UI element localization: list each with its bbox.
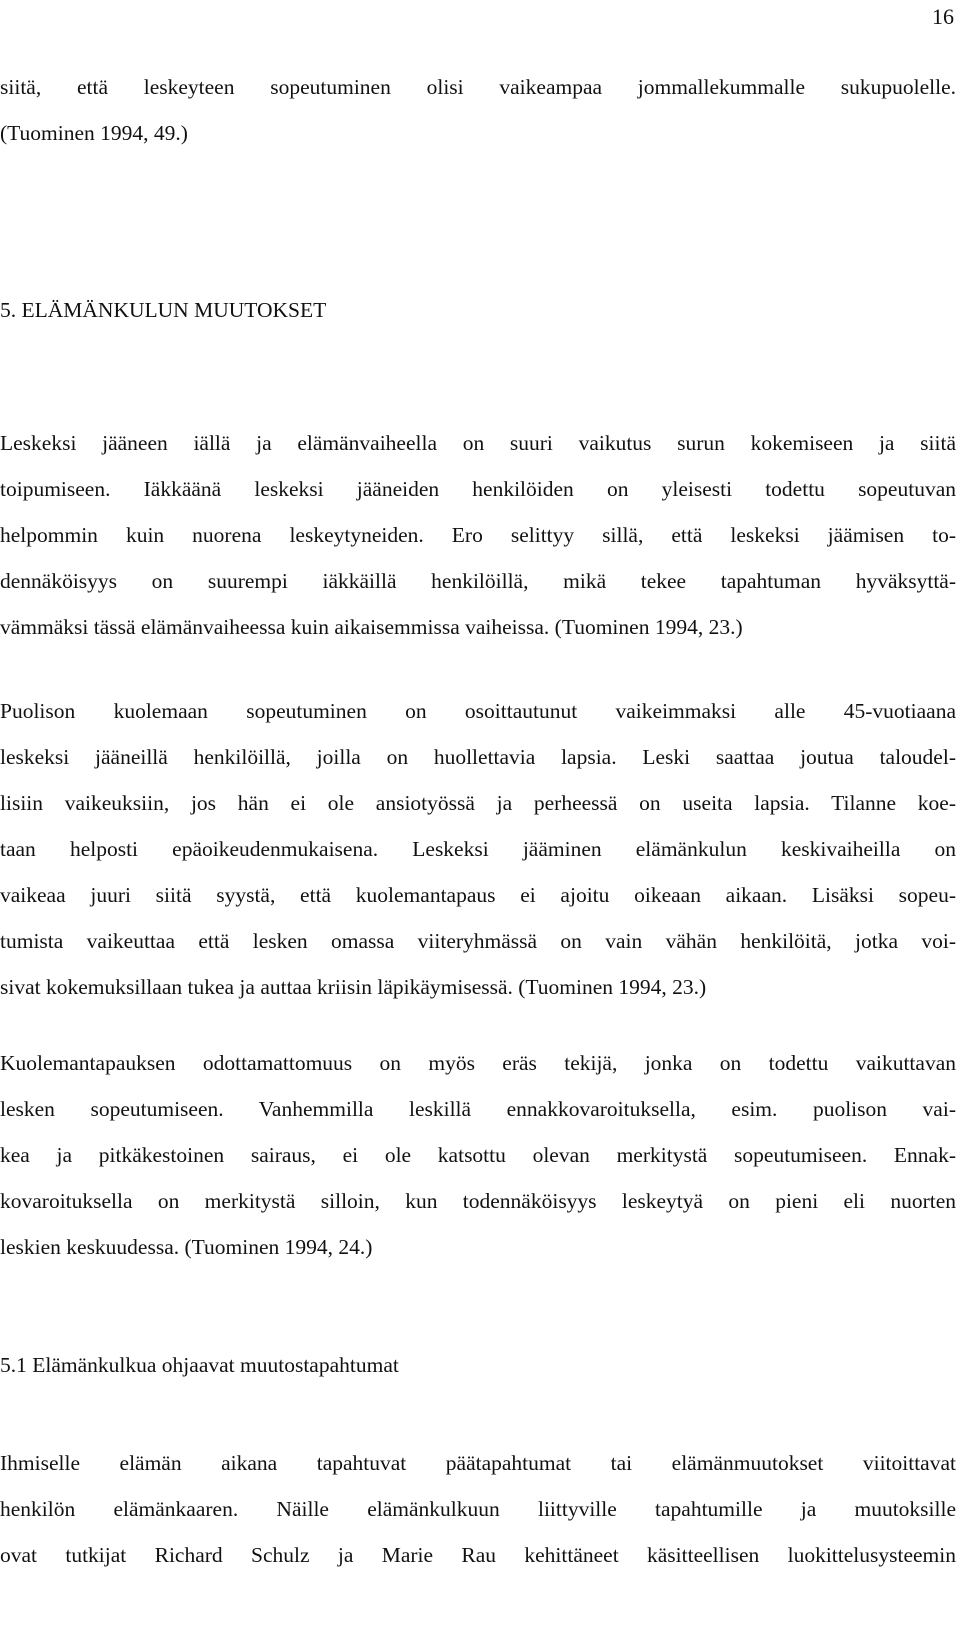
paragraph-line: toipumiseen. Iäkkäänä leskeksi jääneiden henkilöiden on yleisesti todettu sopeutuvan (0, 477, 956, 501)
intro-line: (Tuominen 1994, 49.) (0, 121, 188, 145)
intro-line: siitä, että leskeyteen sopeutuminen olisi vaikeampaa jommallekummalle sukupuolelle. (0, 75, 956, 99)
paragraph-line: leskeksi jääneillä henkilöillä, joilla on huollettavia lapsia. Leski saattaa joutua taloudel- (0, 745, 956, 769)
section-heading-5: 5. ELÄMÄNKULUN MUUTOKSET (0, 298, 327, 322)
intro-paragraph (0, 64, 956, 156)
page-number: 16 (932, 4, 954, 29)
paragraph-line: vämmäksi tässä elämänvaiheessa kuin aikaisemmissa vaiheissa. (Tuominen 1994, 23.) (0, 615, 743, 639)
paragraph-line: dennäköisyys on suurempi iäkkäillä henkilöillä, mikä tekee tapahtuman hyväksyttä- (0, 569, 956, 593)
paragraph-1 (0, 420, 956, 650)
paragraph-3 (0, 1040, 956, 1270)
paragraph-line: tumista vaikeuttaa että lesken omassa viiteryhmässä on vain vähän henkilöitä, jotka voi- (0, 929, 956, 953)
paragraph-line: taan helposti epäoikeudenmukaisena. Leskeksi jääminen elämänkulun keskivaiheilla on (0, 837, 956, 861)
paragraph-line: sivat kokemuksillaan tukea ja auttaa kriisin läpikäymisessä. (Tuominen 1994, 23.) (0, 975, 707, 999)
paragraph-line: henkilön elämänkaaren. Näille elämänkulkuun liittyville tapahtumille ja muutoksille (0, 1497, 956, 1521)
paragraph-line: kovaroituksella on merkitystä silloin, kun todennäköisyys leskeytyä on pieni eli nuorten (0, 1189, 956, 1213)
paragraph-2 (0, 688, 956, 1010)
paragraph-line: Ihmiselle elämän aikana tapahtuvat päätapahtumat tai elämänmuutokset viitoittavat (0, 1451, 956, 1475)
paragraph-line: ovat tutkijat Richard Schulz ja Marie Rau kehittäneet käsitteellisen luokittelusysteemin (0, 1543, 956, 1567)
paragraph-line: Kuolemantapauksen odottamattomuus on myös eräs tekijä, jonka on todettu vaikuttavan (0, 1051, 956, 1075)
section-heading-5-1: 5.1 Elämänkulkua ohjaavat muutostapahtumat (0, 1353, 399, 1377)
paragraph-line: leskien keskuudessa. (Tuominen 1994, 24.) (0, 1235, 373, 1259)
paragraph-line: helpommin kuin nuorena leskeytyneiden. Ero selittyy sillä, että leskeksi jäämisen to- (0, 523, 956, 547)
paragraph-line: lesken sopeutumiseen. Vanhemmilla leskillä ennakkovaroituksella, esim. puolison vai- (0, 1097, 956, 1121)
paragraph-line: Puolison kuolemaan sopeutuminen on osoittautunut vaikeimmaksi alle 45-vuotiaana (0, 699, 956, 723)
paragraph-line: lisiin vaikeuksiin, jos hän ei ole ansiotyössä ja perheessä on useita lapsia. Tilanne koe- (0, 791, 956, 815)
paragraph-line: kea ja pitkäkestoinen sairaus, ei ole katsottu olevan merkitystä sopeutumiseen. Ennak- (0, 1143, 956, 1167)
paragraph-line: Leskeksi jääneen iällä ja elämänvaiheella on suuri vaikutus surun kokemiseen ja siitä (0, 431, 956, 455)
paragraph-line: vaikeaa juuri siitä syystä, että kuolemantapaus ei ajoitu oikeaan aikaan. Lisäksi sopeu- (0, 883, 956, 907)
paragraph-4 (0, 1440, 956, 1578)
